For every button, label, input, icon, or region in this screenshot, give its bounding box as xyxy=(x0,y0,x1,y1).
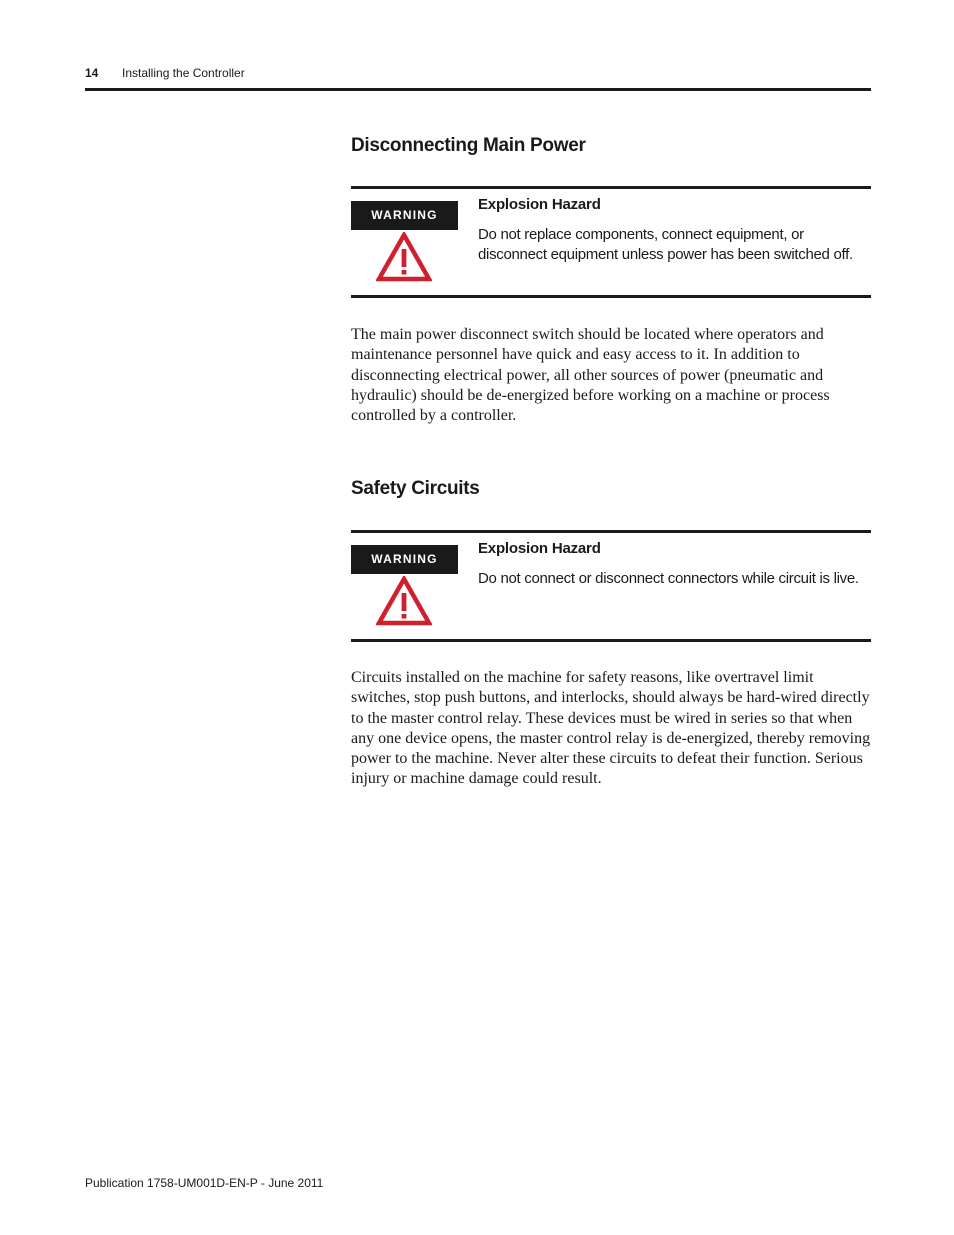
warning-rule-top xyxy=(351,530,871,533)
body-paragraph-disconnecting-main-power: The main power disconnect switch should be located where operators and maintenance personnel have quick and easy access to it. In addition to disconnecting electrical power, all other sources of power (pneumatic and hydraulic) should be de-energized before working on a machine or process controlled by a controller. xyxy=(351,326,830,425)
warning-text: Do not replace components, connect equipment, or disconnect equipment unless power has been switched off. xyxy=(478,226,853,263)
page-number: 14 xyxy=(85,66,99,80)
header-rule xyxy=(85,88,871,91)
body-paragraph-safety-circuits: Circuits installed on the machine for safety reasons, like overtravel limit switches, stop push buttons, and interlocks, should always be hard-wired directly to the master control relay. These devices must be wired in series so that when any one device opens, the master control relay is de-energized, thereby removing power to the machine. Never alter these circuits to defeat their function. Serious injury or machine damage could result. xyxy=(351,669,871,788)
warning-box-disconnecting-main-power xyxy=(351,186,871,298)
warning-rule-bottom xyxy=(351,295,871,298)
section-title-safety-circuits: Safety Circuits xyxy=(351,478,480,499)
running-title: Installing the Controller xyxy=(122,66,245,80)
section-title-disconnecting-main-power: Disconnecting Main Power xyxy=(351,135,586,156)
page-header xyxy=(85,66,871,88)
warning-box-safety-circuits xyxy=(351,530,871,642)
warning-label: WARNING xyxy=(351,201,458,230)
warning-rule-bottom xyxy=(351,639,871,642)
warning-text: Do not connect or disconnect connectors while circuit is live. xyxy=(478,570,859,587)
warning-rule-top xyxy=(351,186,871,189)
page-footer: Publication 1758-UM001D-EN-P - June 2011 xyxy=(85,1176,324,1190)
warning-triangle-icon xyxy=(376,576,432,626)
warning-triangle-icon xyxy=(376,232,432,282)
warning-title: Explosion Hazard xyxy=(478,196,601,213)
warning-title: Explosion Hazard xyxy=(478,540,601,557)
warning-label: WARNING xyxy=(351,545,458,574)
